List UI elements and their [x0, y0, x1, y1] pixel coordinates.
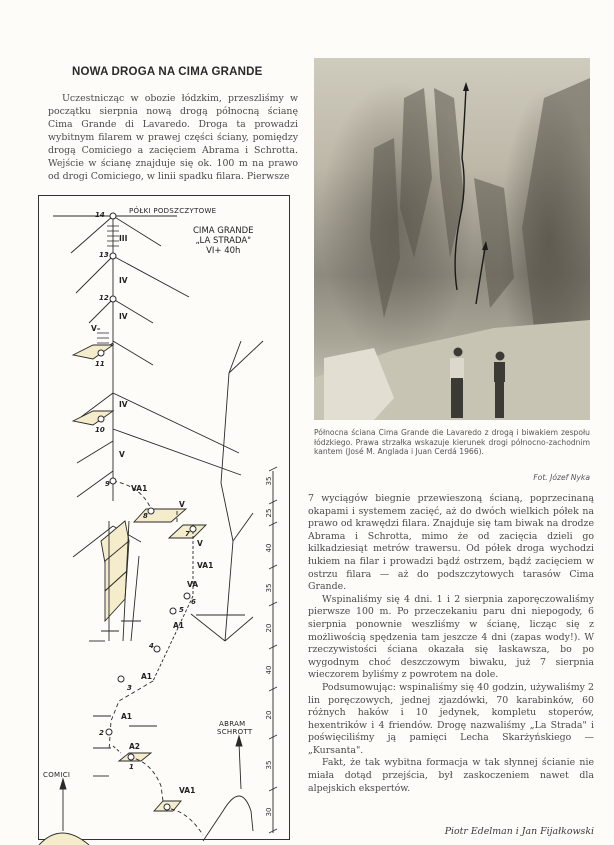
- scale-35a: 35: [265, 476, 273, 486]
- belay-5: 5: [179, 606, 184, 614]
- belay-4: 4: [149, 642, 154, 650]
- grade-pitch-8: VA1: [131, 484, 148, 493]
- belay-11: 11: [95, 360, 105, 368]
- grade-pitch-13: III: [119, 234, 128, 243]
- body-paragraph-3: Podsumowując: wspinaliśmy się 40 godzin, używaliśmy 2 lin poręczowych, jednej zjazdówki, 70 karabinków, 60 różnych haków i 10 jedynek, kompletu stoperów, hexentrików i 4 friendów. Drogę nazwaliśmy „La Strada" i poświęciliśmy ją pamięci Lecha Skarżyńskiego — „Kursanta".: [308, 681, 594, 756]
- cima-grande-photo: [314, 58, 590, 420]
- abram-label-2: SCHROTT: [217, 728, 253, 736]
- belay-8: 8: [143, 512, 148, 520]
- scale-40b: 40: [265, 665, 273, 675]
- grade-pitch-6: VA1: [197, 561, 214, 570]
- abram-label-1: ABRAM: [219, 720, 246, 728]
- scale-35b: 35: [265, 583, 273, 593]
- article-headline: NOWA DROGA NA CIMA GRANDE: [72, 66, 263, 78]
- scale-25: 25: [265, 508, 273, 518]
- grade-pitch-12: IV: [119, 276, 128, 285]
- body-paragraph-2: Wspinaliśmy się 4 dni. 1 i 2 sierpnia zaporęczowaliśmy pierwsze 100 m. Po przeczekaniu paru dni niepogody, 6 sierpnia ponownie weszliśmy w ścianę, licząc się z możliwością spędzenia tam jeszcze 4 dni (zapas wody!). W rzeczywistości ściana okazała się łaskawsza, bo po wygodnym choć deszczowym biwaku, już 7 sierpnia wieczorem byliśmy z powrotem na dole.: [308, 593, 594, 681]
- grade-pitch-9: V: [119, 450, 125, 459]
- belay-2: 2: [99, 729, 104, 737]
- topo-title-line3: VI+ 40h: [206, 246, 241, 256]
- article-authors: Piotr Edelman i Jan Fijałkowski: [444, 826, 594, 837]
- scale-30: 30: [265, 807, 273, 817]
- article-intro: Uczestnicząc w obozie łódzkim, przeszliśmy w początku sierpnia nową drogą północną ścianę Cima Grande di Lavaredo. Droga ta prowadzi wybitnym filarem w prawej części ściany, pomiędzy drogą Comiciego a zacięciem Abrama i Schrotta. Wejście w ścianę znajduje się ok. 100 m na prawo od drogi Comiciego, w linii spadku filara. Pierwsze: [48, 93, 298, 182]
- scale-40a: 40: [265, 543, 273, 553]
- grade-pitch-11b: V–: [91, 324, 101, 333]
- scale-20b: 20: [265, 710, 273, 720]
- belay-14: 14: [95, 211, 105, 219]
- belay-3: 3: [127, 684, 132, 692]
- photo-caption: Północna ściana Cima Grande die Lavaredo z drogą i biwakiem zespołu łódzkiego. Prawa strzałka wskazuje kierunek drogi północno-zachodnim kantem (José M. Anglada i Juan Cerdá 1966).: [314, 428, 590, 456]
- belay-12: 12: [99, 294, 109, 302]
- belay-1: 1: [129, 763, 134, 771]
- body-paragraph-1: 7 wyciągów biegnie przewieszoną ścianą, poprzecinaną okapami i systemem zacięć, aż do dwóch wielkich półek na prawo od krawędzi filara. Znajduje się tam biwak na drodze Abrama i Schrotta, mimo że od zacięcia dzieli go kilkadziesiąt metrów trawersu. Od półek droga wychodzi łukiem na filar i prowadzi bądź ostrzem, bądź zacięciem w ostrzu filara — aż do podszczytowych tarasów Cima Grande.: [308, 493, 594, 593]
- grade-pitch-8b: V: [179, 500, 185, 509]
- body-paragraph-4: Fakt, że tak wybitna formacja w tak słynnej ścianie nie miała dotąd przejścia, był zaskoczeniem nawet dla alpejskich ekspertów.: [308, 757, 594, 794]
- grade-pitch-7: V: [197, 539, 203, 548]
- grade-pitch-1: A2: [129, 742, 141, 751]
- grade-pitch-5: VA: [187, 580, 199, 589]
- photo-credit: Fot. Józef Nyka: [533, 473, 590, 482]
- grade-pitch-0: VA1: [179, 786, 196, 795]
- belay-7: 7: [185, 530, 190, 538]
- scale-20a: 20: [265, 623, 273, 633]
- grade-pitch-11a: IV: [119, 312, 128, 321]
- grade-pitch-2: A1: [121, 712, 133, 721]
- topo-title-line1: CIMA GRANDE: [193, 226, 254, 236]
- scale-35c: 35: [265, 760, 273, 770]
- belay-6: 6: [191, 598, 196, 606]
- article-body: [308, 493, 594, 795]
- topo-title: [193, 226, 254, 256]
- grade-pitch-4: A1: [173, 621, 185, 630]
- belay-13: 13: [99, 251, 109, 259]
- belay-10: 10: [95, 426, 105, 434]
- belay-9: 9: [105, 480, 110, 488]
- topo-title-line2: „LA STRADA": [195, 236, 252, 246]
- comici-label: COMICI: [43, 771, 71, 779]
- topo-top-ledge-label: PÓŁKI PODSZCZYTOWE: [129, 207, 217, 215]
- route-topo-diagram: [38, 195, 290, 840]
- grade-pitch-3: A1: [141, 672, 153, 681]
- grade-pitch-10: IV: [119, 400, 128, 409]
